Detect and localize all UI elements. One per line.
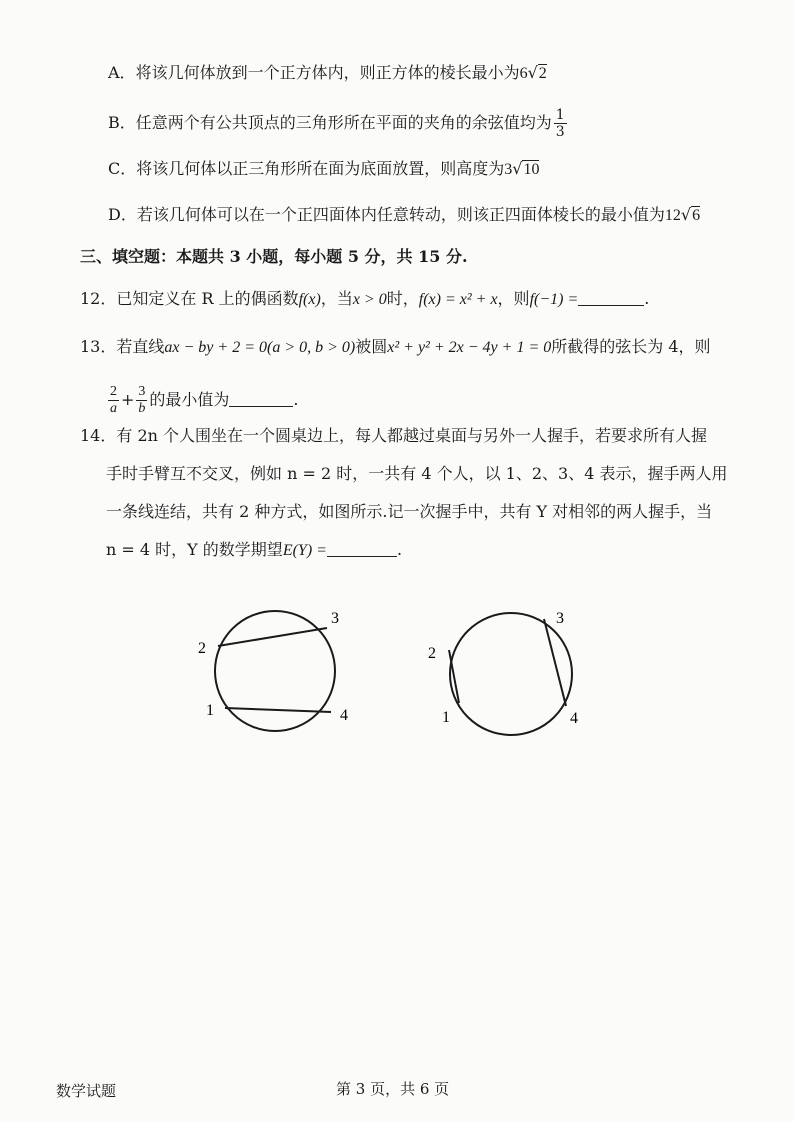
- handshake-diagram-left: [198, 610, 348, 731]
- person-label: 2: [428, 645, 436, 662]
- option-d-label: D．: [108, 205, 137, 224]
- q14-end: .: [396, 540, 403, 559]
- q14-line4: [106, 539, 402, 562]
- option-c-radicand: 10: [523, 161, 540, 178]
- q12-text2: ，当: [320, 289, 353, 308]
- q13-f2-num: 3: [138, 384, 146, 399]
- person-label: 2: [198, 640, 206, 657]
- q13-text1: 若直线: [116, 337, 165, 356]
- section-title: 三、填空题：本题共 3 小题，每小题 5 分，共 15 分.: [80, 247, 468, 266]
- option-c: [108, 158, 539, 181]
- q12-text3: 时，: [386, 289, 419, 308]
- q13-line-eq: ax − by + 2 = 0(a > 0, b > 0): [164, 339, 356, 356]
- q13-fraction-1: [108, 384, 119, 417]
- option-d-coef: 12: [664, 207, 681, 224]
- q12-text1: 已知定义在 R 上的偶函数: [116, 289, 299, 308]
- handshake-figure: [190, 600, 600, 750]
- option-a-label: A．: [108, 63, 136, 82]
- q14-line1: 有 2n 个人围坐在一个圆桌边上，每人都越过桌面与另外一人握手，若要求所有人握: [116, 426, 708, 445]
- footer-subject: 数学试题: [56, 1082, 117, 1100]
- q12-number: 12．: [80, 289, 117, 308]
- person-label: 4: [570, 710, 578, 727]
- q13-text2: 被圆: [355, 337, 388, 356]
- q14-number: 14．: [80, 426, 117, 445]
- q13-answer-blank[interactable]: [229, 390, 293, 407]
- q13-circle-eq: x² + y² + 2x − 4y + 1 = 0: [387, 339, 552, 356]
- q12-text4: ，则: [497, 289, 530, 308]
- q13-end: .: [293, 390, 299, 409]
- q12-cond: x > 0: [352, 291, 387, 308]
- q13-f2-den: b: [138, 401, 146, 416]
- option-b: [108, 107, 569, 140]
- handshake-line-2-3: [218, 628, 327, 646]
- q12-ask: f(−1) =: [529, 291, 579, 308]
- q12-answer-blank[interactable]: [578, 289, 644, 306]
- option-b-label: B．: [108, 113, 136, 132]
- sqrt-icon: √: [512, 159, 523, 178]
- q13-number: 13．: [80, 337, 117, 356]
- option-b-fraction: [554, 107, 567, 140]
- question-13: [80, 336, 711, 359]
- person-label: 3: [331, 610, 339, 627]
- q12-end: .: [644, 289, 650, 308]
- question-14: [80, 425, 707, 447]
- q13-f1-den: a: [110, 401, 117, 416]
- option-d-radicand: 6: [692, 207, 701, 224]
- option-d-text: 若该几何体可以在一个正四面体内任意转动，则该正四面体棱长的最小值为: [136, 205, 665, 224]
- option-c-text: 将该几何体以正三角形所在面为底面放置，则高度为: [136, 159, 505, 178]
- option-b-text: 任意两个有公共顶点的三角形所在平面的夹角的余弦值均为: [135, 113, 552, 132]
- option-c-coef: 3: [504, 161, 513, 178]
- q14-line3: 一条线连结，共有 2 种方式，如图所示.记一次握手中，共有 Y 对相邻的两人握手，当: [106, 502, 713, 521]
- q13-plus: +: [121, 390, 135, 409]
- option-a-radicand: 2: [538, 65, 547, 82]
- option-a-coef: 6: [519, 65, 528, 82]
- question-13-line2: [106, 380, 299, 420]
- q14-line4-text: n = 4 时，Y 的数学期望: [106, 540, 283, 559]
- q14-line2: 手时手臂互不交叉，例如 n = 2 时，一共有 4 个人，以 1、2、3、4 表示，握手两人用: [106, 464, 728, 483]
- person-label: 1: [206, 702, 214, 719]
- question-12: [80, 288, 649, 311]
- q13-text4: 的最小值为: [149, 390, 230, 409]
- sqrt-icon: √: [527, 63, 538, 82]
- person-label: 3: [556, 610, 564, 627]
- q14-answer-blank[interactable]: [327, 540, 397, 557]
- handshake-line-1-4: [225, 708, 331, 712]
- option-c-label: C．: [108, 159, 137, 178]
- q14-ask: E(Y) =: [282, 542, 327, 559]
- q13-f1-num: 2: [110, 384, 117, 399]
- sqrt-icon: √: [680, 205, 692, 224]
- q12-fx: f(x): [298, 291, 321, 308]
- table-circle-right: [450, 613, 572, 735]
- q13-text3: 所截得的弦长为 4，则: [551, 337, 711, 356]
- handshake-diagram-right: [428, 610, 578, 735]
- person-label: 4: [340, 707, 348, 724]
- footer-page-number: 第 3 页，共 6 页: [336, 1080, 450, 1098]
- q13-fraction-2: [136, 384, 147, 417]
- option-b-frac-den: 3: [555, 124, 565, 140]
- option-d: [108, 204, 700, 227]
- option-b-frac-num: 1: [555, 107, 565, 123]
- person-label: 1: [442, 709, 450, 726]
- option-a-text: 将该几何体放到一个正方体内，则正方体的棱长最小为: [135, 63, 520, 82]
- option-a: [108, 62, 547, 85]
- q12-formula: f(x) = x² + x: [418, 291, 498, 308]
